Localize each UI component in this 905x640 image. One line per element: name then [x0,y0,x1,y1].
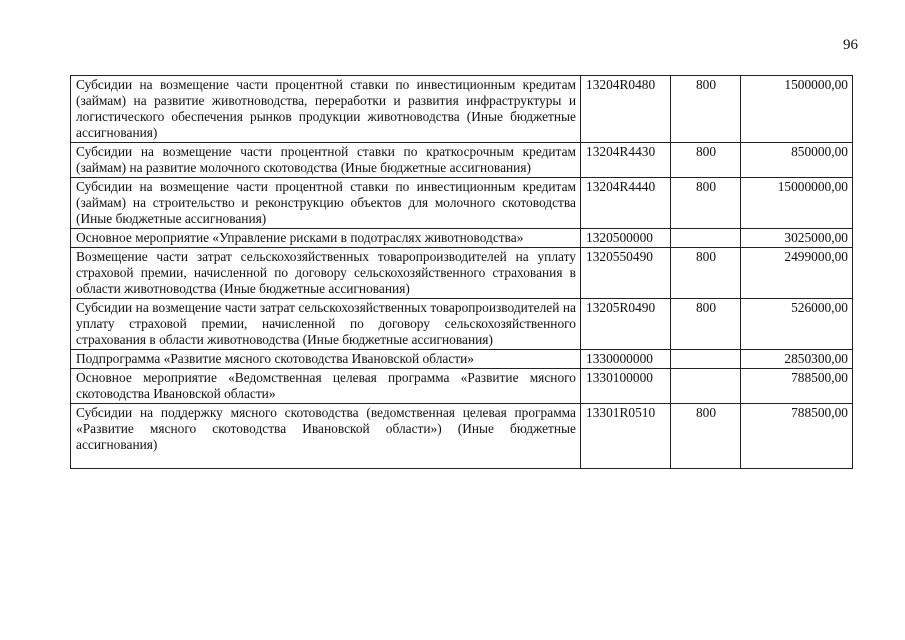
row-name-cell: Субсидии на возмещение части процентной ставки по краткосрочным кредитам (займам) на развитие молочного скотоводства (Иные бюджетные ассигнования) [71,143,581,178]
table-row [71,143,853,178]
table-row [71,76,853,143]
row-type-cell: 800 [671,76,741,143]
row-amount-cell: 788500,00 [741,369,853,404]
table-row [71,404,853,469]
row-amount-cell: 1500000,00 [741,76,853,143]
table-row [71,248,853,299]
row-type-cell [671,350,741,369]
row-code-cell: 13204R4430 [581,143,671,178]
row-amount-cell: 3025000,00 [741,229,853,248]
row-code-cell: 13205R0490 [581,299,671,350]
row-amount-cell: 15000000,00 [741,178,853,229]
table-row [71,229,853,248]
row-code-cell: 13204R4440 [581,178,671,229]
row-type-cell [671,229,741,248]
row-name-cell: Возмещение части затрат сельскохозяйственных товаропроизводителей на уплату страховой премии, начисленной по договору сельскохозяйственного страхования в области животноводства (Иные бюджетные ассигнования) [71,248,581,299]
row-type-cell: 800 [671,178,741,229]
row-amount-cell: 850000,00 [741,143,853,178]
page-number: 96 [843,37,858,53]
row-name-cell: Основное мероприятие «Ведомственная целевая программа «Развитие мясного скотоводства Ивановской области» [71,369,581,404]
row-code-cell: 1330100000 [581,369,671,404]
row-code-cell: 13204R0480 [581,76,671,143]
row-code-cell: 1330000000 [581,350,671,369]
row-type-cell: 800 [671,248,741,299]
row-name-cell: Субсидии на поддержку мясного скотоводства (ведомственная целевая программа «Развитие мясного скотоводства Ивановской области») (Иные бюджетные ассигнования) [71,404,581,469]
row-type-cell: 800 [671,143,741,178]
row-amount-cell: 2499000,00 [741,248,853,299]
table-row [71,299,853,350]
row-amount-cell: 526000,00 [741,299,853,350]
row-code-cell: 1320550490 [581,248,671,299]
budget-table [70,75,853,469]
row-amount-cell: 788500,00 [741,404,853,469]
row-code-cell: 1320500000 [581,229,671,248]
row-type-cell [671,369,741,404]
row-name-cell: Субсидии на возмещение части процентной ставки по инвестиционным кредитам (займам) на строительство и реконструкцию объектов для молочного скотоводства (Иные бюджетные ассигнования) [71,178,581,229]
table-row [71,369,853,404]
row-type-cell: 800 [671,404,741,469]
table-row [71,178,853,229]
table-row [71,350,853,369]
row-amount-cell: 2850300,00 [741,350,853,369]
row-type-cell: 800 [671,299,741,350]
row-code-cell: 13301R0510 [581,404,671,469]
row-name-cell: Субсидии на возмещение части процентной ставки по инвестиционным кредитам (займам) на развитие животноводства, переработки и развития инфраструктуры и логистического обеспечения рынков продукции животноводства (Иные бюджетные ассигнования) [71,76,581,143]
row-name-cell: Субсидии на возмещение части затрат сельскохозяйственных товаропроизводителей на уплату страховой премии, начисленной по договору сельскохозяйственного страхования в области животноводства (Иные бюджетные ассигнования) [71,299,581,350]
row-name-cell: Подпрограмма «Развитие мясного скотоводства Ивановской области» [71,350,581,369]
row-name-cell: Основное мероприятие «Управление рисками в подотраслях животноводства» [71,229,581,248]
